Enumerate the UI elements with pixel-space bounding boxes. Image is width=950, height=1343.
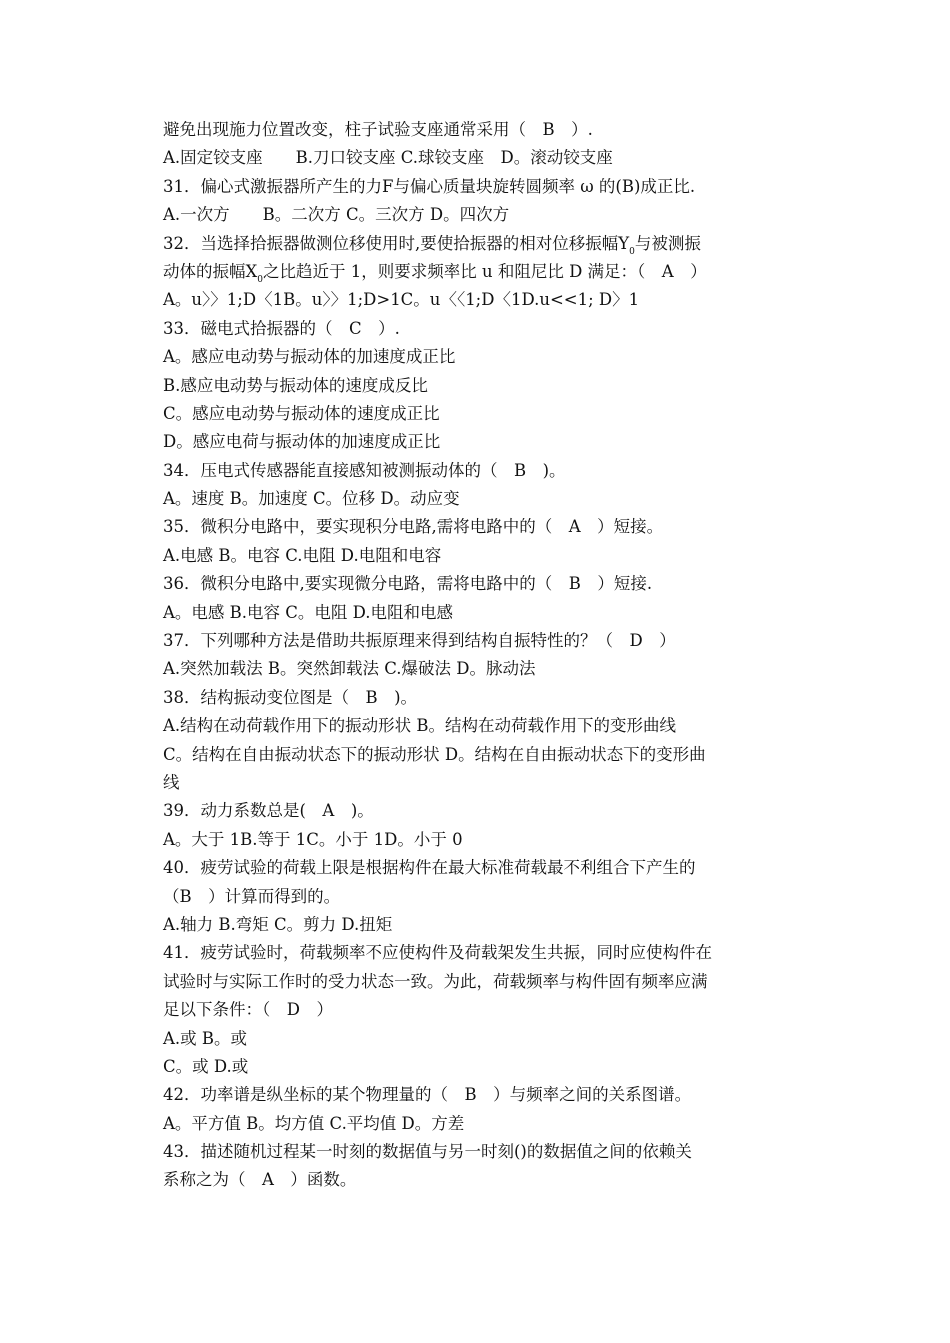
text-line: 试验时与实际工作时的受力状态一致。为此，荷载频率与构件固有频率应满: [163, 971, 708, 991]
text-line: C。结构在自由振动状态下的振动形状 D。结构在自由振动状态下的变形曲: [163, 744, 706, 764]
text-line: C。感应电动势与振动体的速度成正比: [163, 403, 440, 423]
text-line: A。感应电动势与振动体的加速度成正比: [163, 347, 456, 367]
text-line: 线: [163, 772, 180, 792]
text-line: 35．微积分电路中，要实现积分电路,需将电路中的（ A ）短接。: [163, 517, 664, 537]
symbol-y: Y: [618, 233, 630, 253]
subscript: 0: [257, 274, 263, 285]
text-line: 34．压电式传感器能直接感知被测振动体的（ B )。: [163, 460, 566, 480]
text-line: D。感应电荷与振动体的加速度成正比: [163, 432, 441, 452]
text-line: A.一次方 B。二次方 C。三次方 D。四次方: [163, 205, 510, 225]
text-line: A.结构在动荷载作用下的振动形状 B。结构在动荷载作用下的变形曲线: [163, 716, 677, 736]
text-line: A.电感 B。电容 C.电阻 D.电阻和电容: [163, 545, 442, 565]
text-line: A。平方值 B。均方值 C.平均值 D。方差: [163, 1113, 465, 1133]
text-line: 系称之为（ A ）函数。: [163, 1170, 357, 1190]
subscript: 0: [629, 246, 635, 257]
text-line: 33．磁电式拾振器的（ C ）.: [163, 318, 400, 338]
document-body: [163, 116, 791, 1195]
text-line: 足以下条件：（ D ）: [163, 1000, 333, 1020]
text-line: A。速度 B。加速度 C。位移 D。动应变: [163, 489, 460, 509]
text-segment: 之比趋近于 1，则要求频率比 u 和阻尼比 D 满足：（ A ）: [262, 261, 707, 281]
text-line: B.感应电动势与振动体的速度成反比: [163, 375, 428, 395]
text-line: 38．结构振动变位图是（ B )。: [163, 687, 418, 707]
text-line: 36．微积分电路中,要实现微分电路，需将电路中的（ B ）短接.: [163, 574, 653, 594]
text-line: A。u〉〉1;D〈1B。u〉〉1;D>1C。u〈〈1;D〈1D.u<<1; D〉1: [163, 290, 640, 310]
text-line: A。大于 1B.等于 1C。小于 1D。小于 0: [163, 829, 463, 849]
symbol-x: X: [245, 261, 258, 281]
text-segment: 32．当选择拾振器做测位移使用时,要使拾振器的相对位移振幅: [163, 233, 619, 253]
text-line: 避免出现施力位置改变，柱子试验支座通常采用（ B ）.: [163, 120, 593, 139]
text-line: C。或 D.或: [163, 1056, 249, 1076]
text-segment: 与被测振: [634, 233, 701, 253]
text-line: A。电感 B.电容 C。电阻 D.电阻和电感: [163, 602, 454, 622]
text-line: 41．疲劳试验时，荷载频率不应使构件及荷载架发生共振，同时应使构件在: [163, 943, 712, 963]
text-line: [163, 258, 791, 286]
text-line: （B ）计算而得到的。: [163, 886, 341, 906]
text-line: A.或 B。或: [163, 1028, 248, 1048]
text-line: A.轴力 B.弯矩 C。剪力 D.扭矩: [163, 914, 393, 934]
text-segment: 动体的振幅: [163, 261, 246, 281]
text-line: A.固定铰支座 B.刀口铰支座 C.球铰支座 D。滚动铰支座: [163, 148, 613, 168]
text-line: 37．下列哪种方法是借助共振原理来得到结构自振特性的？（ D ）: [163, 631, 676, 651]
text-line: 42．功率谱是纵坐标的某个物理量的（ B ）与频率之间的关系图谱。: [163, 1085, 692, 1105]
text-line: 40．疲劳试验的荷载上限是根据构件在最大标准荷载最不利组合下产生的: [163, 858, 696, 878]
text-line: 43．描述随机过程某一时刻的数据值与另一时刻()的数据值之间的依赖关: [163, 1142, 692, 1162]
text-line: 31．偏心式激振器所产生的力F与偏心质量块旋转圆频率 ω 的(B)成正比.: [163, 176, 696, 196]
text-line: [163, 230, 791, 258]
text-line: A.突然加载法 B。突然卸载法 C.爆破法 D。脉动法: [163, 659, 536, 679]
text-line: 39．动力系数总是( A )。: [163, 801, 374, 821]
